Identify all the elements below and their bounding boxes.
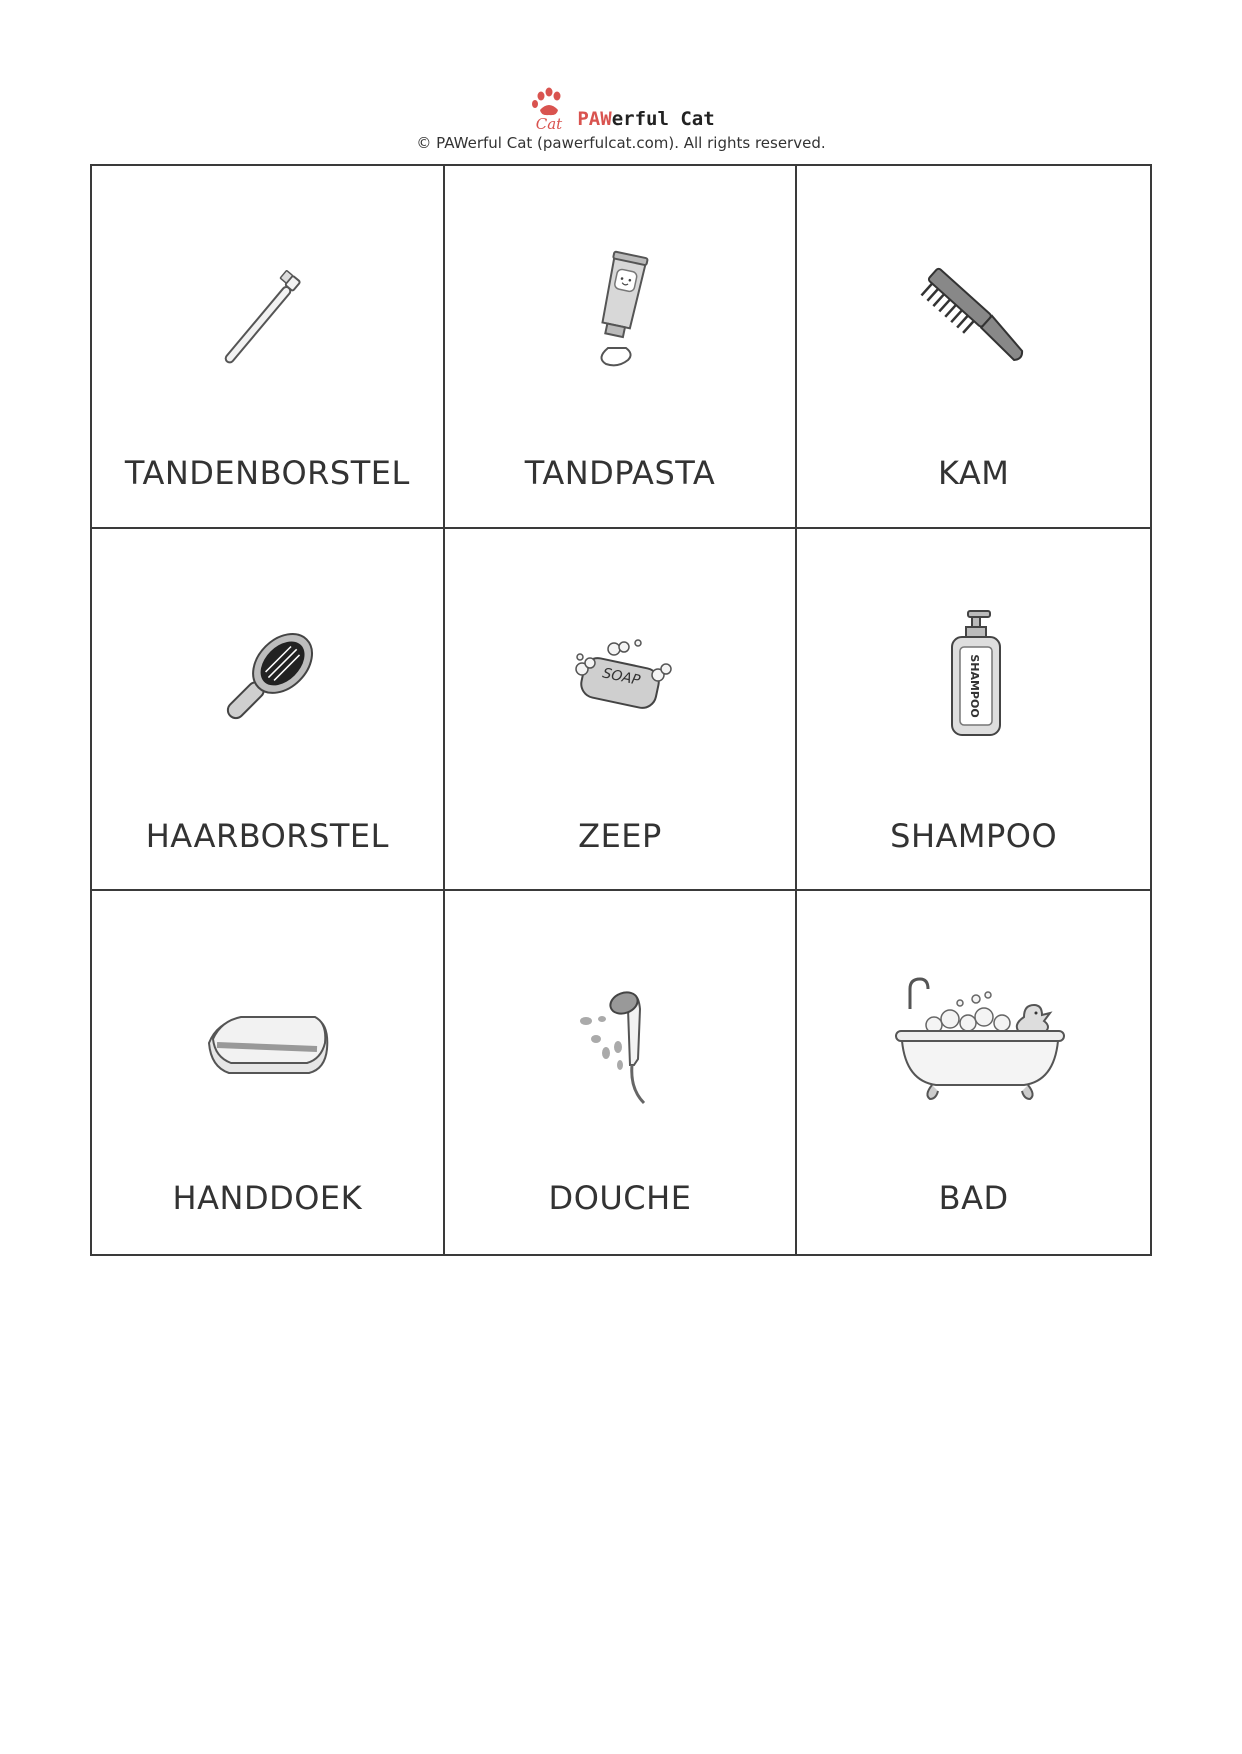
card-label: SHAMPOO <box>890 816 1058 855</box>
hairbrush-icon <box>157 607 377 747</box>
svg-text:Cat: Cat <box>536 115 563 132</box>
paw-logo-icon <box>527 86 571 132</box>
shower-head-icon <box>510 969 730 1109</box>
toothpaste-icon <box>510 244 730 384</box>
card-tandenborstel <box>92 166 445 529</box>
shampoo-bottle-icon <box>864 607 1084 747</box>
toothbrush-icon <box>157 244 377 384</box>
card-label: ZEEP <box>578 816 662 855</box>
brand-prefix: PAW <box>577 108 612 130</box>
card-kam <box>797 166 1150 529</box>
soap-icon <box>510 607 730 747</box>
card-zeep <box>445 529 798 892</box>
bathtub-icon <box>864 969 1084 1109</box>
card-label: KAM <box>937 454 1010 492</box>
card-label: DOUCHE <box>548 1179 692 1218</box>
card-haarborstel <box>92 529 445 892</box>
brand-suffix: erful Cat <box>611 108 715 130</box>
soap-text: SOAP <box>601 665 642 689</box>
towel-icon <box>157 969 377 1109</box>
card-shampoo <box>797 529 1150 892</box>
comb-icon <box>864 244 1084 384</box>
card-label: HAARBORSTEL <box>145 816 389 855</box>
card-douche <box>445 891 798 1254</box>
card-label: TANDPASTA <box>524 454 716 492</box>
brand-name <box>577 108 714 130</box>
card-bad <box>797 891 1150 1254</box>
card-handdoek <box>92 891 445 1254</box>
flashcard-grid <box>90 164 1152 1256</box>
card-label: TANDENBORSTEL <box>124 454 410 492</box>
copyright-notice: © PAWerful Cat (pawerfulcat.com). All rights reserved. <box>416 134 826 152</box>
shampoo-text: SHAMPOO <box>967 653 981 718</box>
card-label: BAD <box>938 1179 1009 1218</box>
brand-logo <box>0 86 1242 132</box>
card-label: HANDDOEK <box>172 1179 363 1218</box>
card-tandpasta <box>445 166 798 529</box>
page-header <box>0 86 1242 152</box>
